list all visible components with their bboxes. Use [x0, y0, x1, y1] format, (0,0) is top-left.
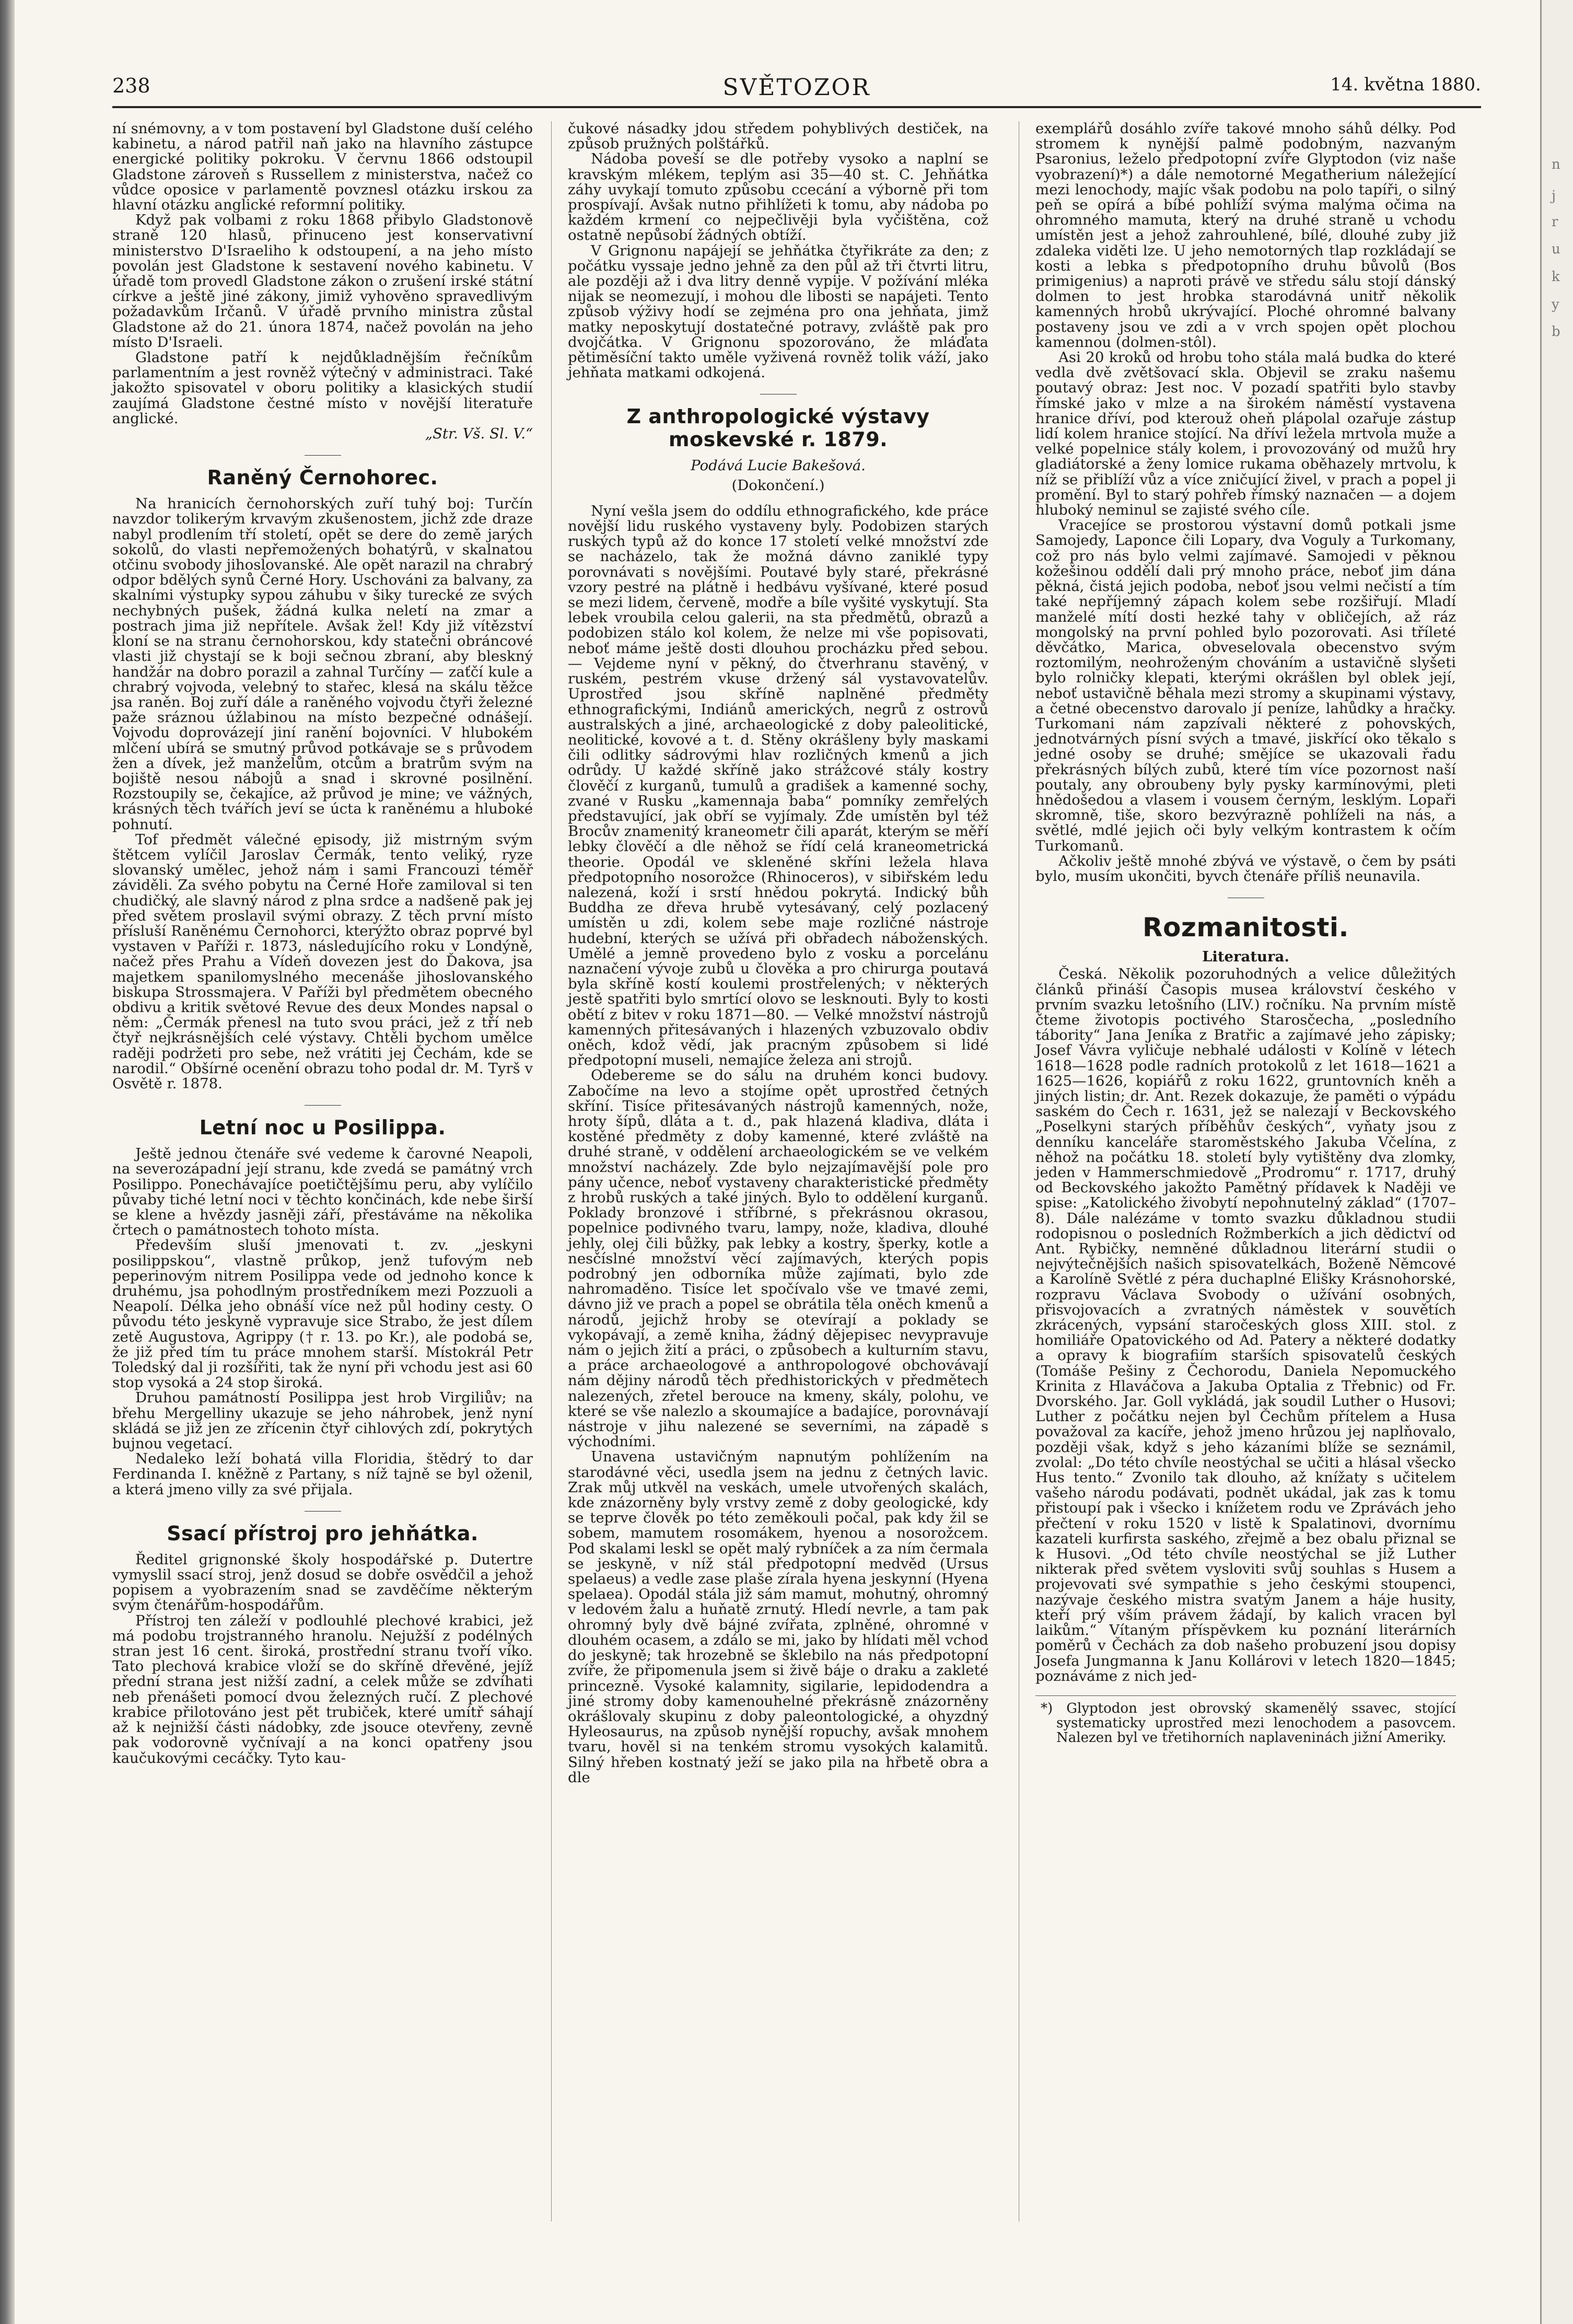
page-fold-line — [1540, 0, 1542, 2324]
article-paragraph: Ještě jednou čtenáře své vedeme k čarovné Neapoli, na severozápadní její stranu, kde zvedá se památný vrch Posilippo. Ponechávajíce poetičtějšímu peru, aby vylíčilo půvaby tiché letní noci v těchto končinách, kde nebe širší se klene a hvězdy jasněji září, přestáváme na několika črtech o památnostech tohoto místa. — [112, 1145, 533, 1239]
journal-title: SVĚTOZOR — [723, 74, 871, 101]
article-paragraph: Nádoba poveší se dle potřeby vysoko a naplní se kravským mlékem, teplým asi 35—40 st. C. Jehňátka záhy uvykají tomuto způsobu ccecání a výborně při tom prospívají. Avšak nutno přihlížeti k tomu, aby nádoba po každém krmení co nejpečlivěji byla vyčištěna, což ostatně nepůsobí žádných obtíží. — [568, 150, 988, 244]
article-paragraph: Přístroj ten záleží v podlouhlé plechové krabici, jež má podobu trojstranného hranolu. Nejužší z podélných stran jest 16 cent. široká, prostřední stranu tvoří víko. Tato plechová krabice vloží se do skříně dřevěné, jejíž přední strana jest nižší zadní, a celek může se zdvíhati neb přenášeti pomocí dvou železných ručí. Z plechové krabice přilotováno jest pět trubiček, které umítř sáhají až k nejnižší části nádobky, zde jsouce otevřeny, zevně pak vodorovně vyčnívají a na konci opatřeny jsou kaučukovými cecáčky. Tyto kau- — [112, 1612, 533, 1767]
article-paragraph: Ředitel grignonské školy hospodářské p. Dutertre vymyslil ssací stroj, jenž dosud se dobře osvědčil a jehož popisem a vyobrazením snad se zavděčíme některým svým čtenářům-hospodářům. — [112, 1551, 533, 1614]
column-divider — [551, 121, 552, 2222]
article-paragraph: Když pak volbami z roku 1868 přibylo Gladstonově straně 120 hlasů, přinuceno jest konservativní ministerstvo D'Israeliho k odstoupení, a na jeho místo povolán jest Gladstone k sestavení nového kabinetu. V úřadě tom provedl Gladstone zákon o zrušení irské státní církve a ještě jiné zákony, jimiž vyhověno spravedlivým požadavkům Irčanů. V úřadě prvního ministra zůstal Gladstone až do 21. února 1874, načež povolán na jeho místo D'Israeli. — [112, 212, 533, 351]
page-number: 238 — [112, 74, 150, 97]
article-paragraph: Ačkoliv ještě mnohé zbývá ve výstavě, o čem by psáti bylo, musím ukončiti, byvch čtenáře příliš neunavila. — [1035, 852, 1456, 885]
article-paragraph: Druhou památností Posilippa jest hrob Virgiliův; na břehu Mergelliny ukazuje se jeho náhrobek, jenž nyní skládá se již jen ze zřícenin čtyř cihlových zdí, pokrytých bujnou vegetací. — [112, 1389, 533, 1452]
article-paragraph: Na hranicích černohorských zuří tuhý boj: Turčín navzdor tolikerým krvavým zkušenostem, jichž zde draze nabyl prodlením tří století, opět se dere do země jarých sokolů, do vlasti nepřemožených bohatýrů, v skalnatou otčinu svobody jihoslovanské. Ale opět narazil na chrabrý odpor bdělých synů Černé Hory. Uschováni za balvany, za skalními výstupky sypou záhubu v šiky turecké ze svých nechybných pušek, žádná kulka neletí na zmar a postrach jima již nepřítele. Avšak žel! Kdy již vítězství kloní se na stranu černohorskou, kdy statečni obráncové vlasti již chystají se k boji sečnou zbraní, aby bleskný handžár na dobro porazil a zahnal Turčíny — zaťčí kule a chrabrý vojvoda, velebný to stařec, klesá na skálu těžce jsa raněn. Boj zuří dále a raněného vojvodu čtyři železné paže sráznou úžlabinou na místo bezpečné odnášejí. Vojvodu doprovázejí jiní ranění bojovníci. V hlubokém mlčení ubírá se smutný průvod potkávaje se s průvodem žen a dívek, jež manželům, otcům a bratrům svým na bojiště nesou nábojů a snad i skrovné posilnění. Rozstoupily se, čekajíce, až průvod je mine; ve vážných, krásných těch tvářích jeví se úcta k raněnému a hluboké pohnutí. — [112, 495, 533, 833]
article-heading: Raněný Černohorec. — [207, 466, 438, 490]
column-1 — [112, 121, 533, 1766]
margin-fragment: y — [1552, 297, 1559, 312]
margin-fragment: n — [1552, 157, 1560, 172]
article-paragraph: Unavena ustavičným napnutým pohlížením na starodávné věci, usedla jsem na jednu z četných lavic. Zrak můj utkvěl na veskách, umele utvořených skalách, kde znázorněny byly vrstvy země z doby geologické, kdy se teprve člověk po této zeměkouli počal, pak kdy žil se sobem, mamutem rosomákem, hyenou a nosorožcem. Pod skalami leskl se opět malý rybníček a za ním čermala se jeskyně, v níž stál předpotopní medvěd (Ursus spelaeus) a vedle zase plaše zírala hyena jeskynní (Hyena spelaea). Opodál stála již sám mamut, mohutný, ohromný v ledovém žalu a huňatě zrnutý. Hledí nevrle, a tam pak ohromný byly dvě bájné zvířata, zplněné, ohromné v dlouhém ocasem, a zdálo se mi, jako by hlídati měl vchod do jeskyně; tak hrozebně se šklebilo na nás předpotopní zvíře, že připomenula jsem si živě báje o draku a zakleté princezně. Vysoké kalamnity, sigilarie, lepidodendra a jiné stromy doby kamenouhelné překrásně znázorněny okrášlovaly skupinu z doby paleontologické, a ohyzdný Hyleosaurus, na způsob nynější ropuchy, avšak mnohem tvaru, hověl si na tenkém stromu vysokých kalamitů. Silný hřeben kostnatý ježí se jako pila na hřbetě obra a dle — [568, 1448, 988, 1786]
article-paragraph: exemplářů dosáhlo zvíře takové mnoho sáhů délky. Pod stromem k nynější palmě podobným, nazvaným Psaronius, leželo předpotopní zvíře Glyptodon (viz naše vyobrazení)*) a dále nemotorné Megatherium náležející mezi lenochody, majíc však podobu na polo tapíři, o silný peň se opírá a bíbé pohlíží svýma malýma očima na ohromného mamuta, který na druhé straně u vchodu umístěn jest a jehož zahrouhlené, bílé, dlouhé zuby již zdaleka viděti lze. U jeho nemotorných tlap rozkládají se kosti a lebka s předpotopního druhu bůvolů (Bos primigenius) a naproti právě ve středu sálu stojí dánský dolmen to jest hrobka starodávná unitř několik kamenných hrobů ukrývající. Ploché ohromné balvany postaveny jsou ve zdi a v vrch spojen opět plochou kamennou (dolmen-stôl). — [1035, 120, 1456, 351]
section-heading: Rozmanitosti. — [1142, 912, 1349, 943]
margin-fragment: k — [1552, 269, 1560, 285]
next-page-edge — [1540, 0, 1573, 2324]
article-paragraph: Gladstone patří k nejdůkladnějším řečníkům parlamentním a jest rovněž výtečný v administraci. Také jakožto spisovatel v oboru politiky a klasických studií zaujímá Gladstone čestné místo v novější literatuře anglické. — [112, 349, 533, 427]
article-paragraph: Nyní vešla jsem do oddílu ethnografického, kde práce novější lidu ruského vystaveny byly. Podobizen starých ruských typů až do konce 17 století velké množství zde se nacházelo, tak že možná dávno zaniklé typy porovnávati s novějšími. Poutavé byly staré, překrásné vzory pestré na plátně i hedbávu vyšívané, které posud se mezi lidem, červeně, modře a bíle vyšité vyskytují. Sta lebek vroubila celou galerii, na sta předmětů, obrazů a podobizen stálo kol kolem, že nelze mi vše popisovati, neboť máme ještě dosti dlouhou procházku před sebou. — Vejdeme nyní v pěkný, do čtverhranu stavěný, v ruském, pestrém vkuse držený sál vystavovatelův. Uprostřed jsou skříně naplněné předměty ethnografickými, Indiánů amerických, negrů z ostrovů australských a jiné, archaeologické z doby paleolitické, neolitické, kovové a t. d. Stěny okrášleny byly maskami čili odlitky sádrovými hlav rozličných kmenů a jich odrůdy. U každé skříně jako strážcové stály kostry člověčí z kurganů, tumulů a gradišek a kamenné sochy, zvané v Rusku „kamennaja baba“ pomníky zemřelých představující, jak obří se vyjímaly. Zde umístěn byl též Brocův znamenitý kraneometr čili aparát, kterým se měří lebky člověčí a dle něhož se řídí celá kraneometrická theorie. Opodál ve skleněné skříni ležela hlava předpotopního nosorožce (Rhinoceros), v sibiřském ledu nalezená, koží i srstí hnědou pokrytá. Indický bůh Buddha ze dřeva hrubě vytesávaný, celý pozlacený umístěn u zdi, kolem sebe maje rozličné nástroje hudební, kterých se užívá při obřadech náboženských. Umělé a jemně provedeno bylo z vosku a porcelánu naznačení vývoje zubů u člověka a pro chirurga poutavá byla skříně kostí koulemi prostřelených; v některých jestě spatřiti bylo smrtící olovo se lesknouti. Byly to kosti obětí z bitev v roku 1871—80. — Velké množství nástrojů kamenných přitesávaných i hlazených vzbuzovalo obdiv oněch, kdož vědí, jak pracným způsobem si lidé předpotopní museli, nemajíce železa ani strojů. — [568, 502, 988, 1069]
margin-fragment: j — [1552, 188, 1556, 204]
column-2 — [568, 121, 988, 1785]
article-separator — [305, 1105, 341, 1106]
article-paragraph: čukové násadky jdou středem pohyblivých destiček, na způsob pružných polštářků. — [568, 120, 988, 153]
article-paragraph: Nedaleko leží bohatá villa Floridia, štědrý to dar Ferdinanda I. kněžně z Partany, s níž tajně se byl oženil, a která jmeno villy za své přijala. — [112, 1450, 533, 1498]
margin-fragment: u — [1552, 241, 1560, 257]
article-paragraph: Tof předmět válečné episody, již mistrným svým štětcem vylíčil Jaroslav Čermák, tento veliký, ryze slovanský umělec, jehož nám i sami Francouzi téměř záviděli. Za svého pobytu na Černé Hoře zamiloval si ten chudičký, ale slavný národ z plna srdce a nadšeně pak jej před světem proslavil svými obrazy. Z těch první místo přísluší Raněnému Černohorci, kterýžto obraz poprvé byl vystaven v Paříži r. 1873, následujícího roku v Londýně, načež přes Prahu a Vídeň dovezen jest do Ďakova, jsa majetkem spanilomyslného mecenáše jihoslovanského biskupa Strossmajera. V Paříži byl předmětem obecného obdivu a kritik světové Revue des deux Mondes napsal o něm: „Čermák přenesl na tuto svou práci, jež z tří neb čtyř nejkrásnějších celé výstavy. Chtěli bychom umělce raději podržeti pro sebe, než vrátiti jej Čechám, kde se narodil.“ Obšírné ocenění obrazu toho podal dr. M. Tyrš v Osvětě r. 1878. — [112, 831, 533, 1092]
footnote-text: *) Glyptodon jest obrovský skamenělý ssavec, stojící systematicky uprostřed mezi lenochodem a pasovcem. Nalezen byl ve třetihorních naplaveninách jižní Ameriky. — [1041, 1700, 1456, 1746]
article-separator — [305, 1511, 341, 1512]
article-paragraph: Česká. Několik pozoruhodných a velice důležitých článků přináší Časopis musea království českého v prvním svazku letošního (LIV.) ročníku. Na prvním místě čteme životopis poctivého Starosčecha, „posledního tábority“ Jana Jeníka z Bratřic a zajímavé jeho zápisky; Josef Vávra vyličuje nebhalé události v Kolíně v létech 1618—1628 podle radních protokolů z let 1618—1621 a 1625—1626, kopiářů z roku 1622, gruntovních kněh a jiných listin; dr. Ant. Rezek dokazuje, že paměti o výpádu saském do Čech r. 1631, jež se nalezají v Beckovského „Poselkyni starých příběhův českých“, vyňaty jsou z denníku kanceláře staroměstského Jakuba Včelína, z něhož na počátku 18. století byly vytištěny dva zlomky, jeden v Hammerschmiedově „Prodromu“ r. 1717, druhý od Beckovského jakožto Pamětný přídavek k Naději ve spise: „Katolického živobytí nepohnutelný základ“ (1707–8). Dále nalézáme v tomto svazku důkladnou studii rodopisnou o posledních Rožmberkích a jich dědictví od Ant. Rybičky, nemněné důkladnou literární studii o nejvýtečnějších našich spisovatelkách, Boženě Němcové a Karolíně Světlé z péra duchaplné Elišky Krásnohorské, rozpravu Václava Svobody o užívání osobných, přisvojovacích a zvratných náměstek v souvětích zkrácených, vypsání staročeských gloss XIII. stol. z homiliáře Opatovického od Ad. Patery a některé dodatky a opravy k biografiím starších spisovatelů českých (Tomáše Pešiny z Čechorodu, Daniela Nepomuckého Krinita z Hlaváčova a Jakuba Optalia z Třebnic) od Fr. Dvorského. Jar. Goll vykládá, jak soudil Luther o Husovi; Luther z počátku nejen byl Čechům přítelem a Husa považoval za kacíře, jehož jmeno hrůzou jej naplňovalo, později však, když s jeho kázaními blíže se seznámil, zvolal: „Do této chvíle neostýchal se učiti a hlásal všecko Hus tento.“ Zvonilo tak dlouho, až knížaty s učitelem vašeho národu podávati, podnět ukádal, jak zas k tomu přistoupí pak i všecko i knížetem rodu ve Zprávách jeho přečtení v roku 1520 v listě k Spalatinovi, dvornímu kazateli kurfirsta saského, zřejmě a bez obalu přiznal se k Husovi. „Od této chvíle neostýchal se již Luther nikterak před světem vysloviti svůj souhlas s Husem a projevovati své sympathie s jeho českými stoupenci, nazývaje českého mistra svatým Janem a háje husity, kteří prý vším právem žádají, by kalich vracen byl laikům.“ Vítaným příspěvkem ku poznání literárních poměrů v Čechách za dob našeho probuzení jsou dopisy Josefa Jungmanna k Janu Kollárovi v letech 1820—1845; poznáváme z nich jed- — [1035, 966, 1456, 1684]
header-rule — [112, 106, 1481, 108]
article-paragraph: Především sluší jmenovati t. zv. „jeskyni posilippskou“, vlastně průkop, jenž tufovým neb peperinovým nitrem Posilippa vede od jednoho konce k druhému, jsa pohodlným prostředníkem mezi Pozzuoli a Neapolí. Délka jeho obnáší více než půl hodiny cesty. O původu této jeskyně vypravuje sice Strabo, že jest dílem zetě Augustova, Agrippy († r. 13. po Kr.), ale podobá se, že již před tím tu práce mnohem starší. Místokrál Petr Toledský dal ji rozšířiti, tak že nyní při vchodu jest asi 60 stop vysoká a 24 stop široká. — [112, 1237, 533, 1391]
article-paragraph: V Grignonu napájejí se jehňátka čtyřikráte za den; z počátku vyssaje jedno jehně za den půl až tři čtvrti litru, ale později až i dva litry denně vypije. V požívání mléka nijak se neomezují, i mohou dle libosti se napájeti. Tento způsob výživy hodí se zejména pro ona jehňata, jimž matky neposkytují dostatečné potravy, zvláště pak pro dvojčátka. V Grignonu spozorováno, že mláďata pětiměsíční takto uměle vyživená rovněž tolik váží, jako jehňata matkami odkojená. — [568, 242, 988, 381]
article-byline: Podává Lucie Bakešová. — [691, 457, 866, 474]
issue-date: 14. května 1880. — [1330, 74, 1481, 95]
article-source: „Str. Vš. Sl. V.“ — [425, 425, 533, 443]
article-heading: Ssací přístroj pro jehňátka. — [167, 1521, 479, 1545]
article-continuation-note: (Dokončení.) — [731, 477, 825, 494]
article-heading: Z anthropologické výstavy moskevské r. 1879. — [626, 405, 930, 451]
article-paragraph: Vracejíce se prostorou výstavní domů potkali jsme Samojedy, Laponce čili Lopary, dva Voguly a Turkomany, což pro nás bylo velmi zajímavé. Samojedi v pěknou kožešinou oddělí dali prý mnoho práce, neboť jim dána pěkná, čistá jejich podoba, neboť jsou velmi nečistí a tím také nepříjemný zápach kolem sebe rozšiřují. Mladí manželé mítí dosti hezké tahy v obličejích, až ráz mongolský na první pohled bylo pozorovati. Asi tříleté děvčátko, Marica, obveselovala obecenstvo svým roztomilým, neohroženým chováním a ustavičně slyšeti bylo rolničky klepati, kterými okrášlen byl oblek její, neboť ustavičně běhala mezi stromy a skupinami výstavy, a četné obecenstvo darovalo jí peníze, lahůdky a hračky. Turkomani nám zapzívali některé z pohovských, jednotvárných písní svých a tmavé, jiskřící oko těkalo s jedné osoby se druhé; smějíce se ukazovali řadu překrásných bílých zubů, které tím více pozornost naší poutaly, any obroubeny byly pysky karmínovými, pleti hnědošedou a vlasem i vousem černým, lesklým. Lopaři skromně, tiše, skoro bezvýrazně pohlíželi na nás, a světlé, mdlé jejich oči byly velkým kontrastem k očím Turkomanů. — [1035, 517, 1456, 854]
article-paragraph: Asi 20 kroků od hrobu toho stála malá budka do které vedla dvě zvětšovací skla. Objevil se zraku našemu poutavý obraz: Jest noc. V pozadí spatřiti bylo stavby římské jako v mlze a na širokém náměstí vystavena hranice dříví, pod kterouž oheň plápolal ozařuje zástup lidí kolem hranice stojící. Na dříví ležela mrtvola muže a velké popelnice stály kolem, i provozováný od mužů hry gladiátorské a ženy lomice rukama oběhazely mrtvolu, k níž se přiblíží vůz a více zničující živel, v prach a popel ji promění. Byl to starý pohřeb římský naznačen — a dojem hluboký neminul se zajisté svého cíle. — [1035, 349, 1456, 519]
section-subheading: Literatura. — [1202, 948, 1289, 966]
scan-left-edge — [0, 0, 15, 2324]
article-separator — [305, 455, 341, 456]
article-heading: Letní noc u Posilippa. — [199, 1116, 446, 1140]
margin-fragment: r — [1552, 214, 1558, 230]
column-3 — [1035, 121, 1456, 1745]
article-paragraph: ní snémovny, a v tom postavení byl Gladstone duší celého kabinetu, a národ patřil naň jako na hlavního zástupce energické politiky pokroku. V červnu 1866 odstoupil Gladstone zároveň s Russellem z ministerstva, načež co vůdce oposice v parlamentě povznesl otázku irskou za hlavní otázku anglické reformní politiky. — [112, 120, 533, 214]
footnote — [1035, 1695, 1456, 1745]
article-paragraph: Odebereme se do sálu na druhém konci budovy. Zabočíme na levo a stojíme opět uprostřed četných skříní. Tisíce přitesávaných nástrojů kamenných, nože, hroty šípů, dláta a t. d., pak hlazená kladiva, dláta i kostěné předměty z doby kamenné, které zvláště na druhé straně, v oddělení archaeologickém se ve velkém množství nacházely. Zde bylo nejzajímavější pole pro pány učence, neboť vystaveny charakteristické předměty z hrobů ruských a také jiných. Bylo to oddělení kurganů. Poklady bronzové i stříbrné, s překrásnou okrasou, popelnice podivného tvaru, lampy, nože, kladiva, dlouhé jehly, olej čili bůžky, pak lebky a kostry, šperky, kotle a nesčíslné množství věcí zajímavých, kterých popis podrobný jen odborníka může zajímati, bylo zde nahromaděno. Tisíce let spočívalo vše ve tmavé zemi, dávno již ve prach a popel se obrátila těla oněch kmenů a národů, jejichž hroby se otevírají a poklady se vykopávají, a země kniha, žádný dějepisec nevypravuje nám o jejich žití a práci, o způsobech a kulturním stavu, a práce archaeologové a anthropologové obchovávají nám dějiny národů těch předhistorických v předmětech nalezených, zřetel berouce na kmeny, skály, polohu, ve které se vše nalezlo a skoumajíce a badajíce, porovnávají nástroje v jihu nalezené se severními, na západě s východními. — [568, 1067, 988, 1450]
margin-fragment: b — [1552, 324, 1560, 340]
page-header — [112, 74, 1481, 106]
